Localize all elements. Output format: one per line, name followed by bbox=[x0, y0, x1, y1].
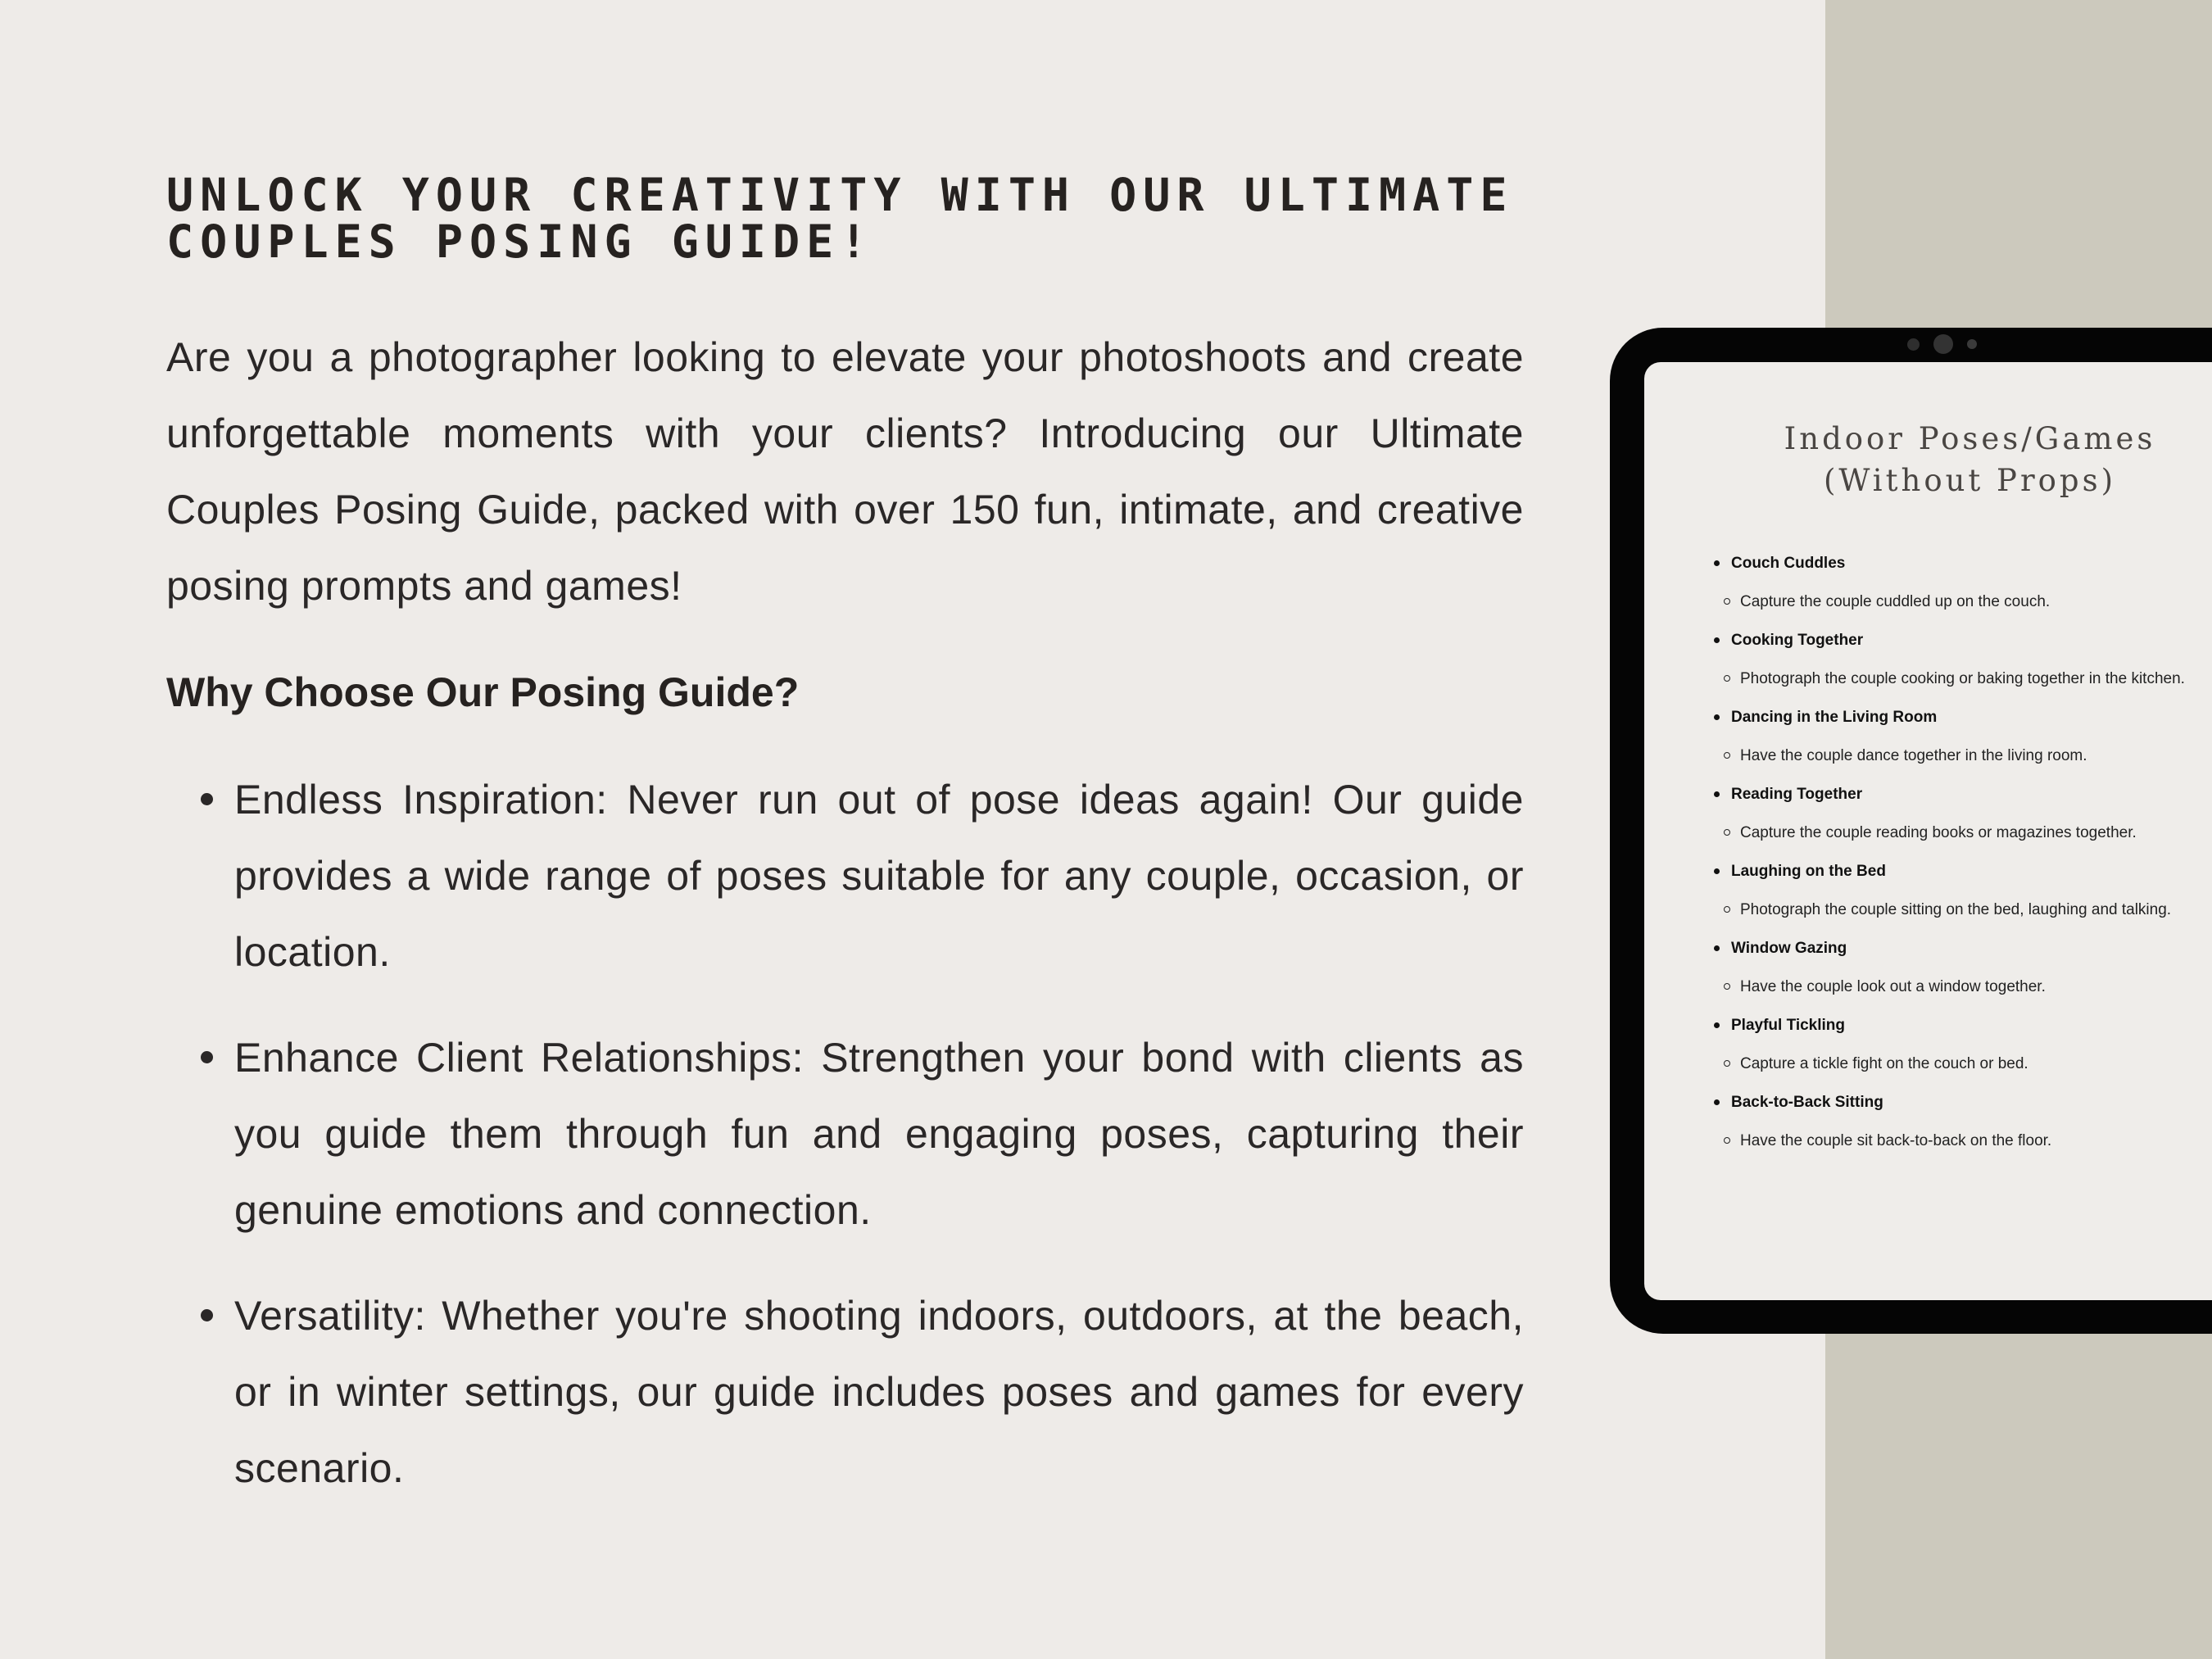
bullet-icon bbox=[1714, 868, 1720, 874]
bullet-icon bbox=[201, 1309, 213, 1321]
pose-item bbox=[1714, 544, 2212, 621]
benefit-item bbox=[166, 1278, 1524, 1507]
benefit-item bbox=[166, 762, 1524, 990]
benefit-text: Endless Inspiration: Never run out of pose ideas again! Our guide provides a wide range of poses suitable for any couple, occasion, or location. bbox=[234, 777, 1524, 975]
intro-paragraph: Are you a photographer looking to elevate your photoshoots and create unforgettable moments with your clients? Introducing our Ultimate Couples Posing Guide, packed with over 150 fun, intimate, and creative posing prompts and games! bbox=[166, 334, 1524, 609]
pose-title: Window Gazing bbox=[1731, 940, 1847, 957]
pose-description: Have the couple sit back-to-back on the floor. bbox=[1740, 1132, 2052, 1149]
pose-description: Capture a tickle fight on the couch or bed. bbox=[1740, 1055, 2028, 1072]
pose-item bbox=[1714, 621, 2212, 698]
pose-description: Have the couple look out a window together. bbox=[1740, 978, 2046, 995]
pose-item bbox=[1714, 852, 2212, 929]
sub-bullet-icon bbox=[1724, 752, 1730, 759]
sensor-icon bbox=[1907, 338, 1920, 351]
pose-title: Dancing in the Living Room bbox=[1731, 709, 1938, 726]
tablet-mockup bbox=[1610, 328, 2212, 1334]
tablet-screen bbox=[1644, 362, 2212, 1300]
pose-description: Capture the couple reading books or magazines together. bbox=[1740, 824, 2137, 841]
benefit-item bbox=[166, 1020, 1524, 1249]
sub-bullet-icon bbox=[1724, 906, 1730, 913]
sub-bullet-icon bbox=[1724, 675, 1730, 682]
pose-list bbox=[1714, 544, 2212, 1160]
pose-description: Photograph the couple sitting on the bed, laughing and talking. bbox=[1740, 901, 2172, 918]
pose-description: Capture the couple cuddled up on the couch. bbox=[1740, 593, 2051, 610]
benefit-text: Enhance Client Relationships: Strengthen your bond with clients as you guide them through fun and engaging poses, capturing their genuine emotions and connection. bbox=[234, 1035, 1524, 1233]
section-subheading: Why Choose Our Posing Guide? bbox=[166, 669, 800, 715]
sub-bullet-icon bbox=[1724, 1060, 1730, 1067]
sensor-icon bbox=[1967, 339, 1977, 349]
sub-bullet-icon bbox=[1724, 1137, 1730, 1144]
pose-item bbox=[1714, 929, 2212, 1006]
guide-page-title bbox=[1644, 418, 2212, 501]
pose-description: Photograph the couple cooking or baking together in the kitchen. bbox=[1740, 670, 2185, 687]
sub-bullet-icon bbox=[1724, 983, 1730, 990]
camera-icon bbox=[1933, 334, 1953, 354]
pose-description: Have the couple dance together in the living room. bbox=[1740, 747, 2087, 764]
sub-bullet-icon bbox=[1724, 829, 1730, 836]
page-headline: UNLOCK YOUR CREATIVITY WITH OUR ULTIMATE COUPLES POSING GUIDE! bbox=[166, 169, 1514, 268]
pose-title: Playful Tickling bbox=[1731, 1017, 1846, 1034]
pose-item bbox=[1714, 698, 2212, 775]
bullet-icon bbox=[1714, 714, 1720, 720]
guide-title-line2: (Without Props) bbox=[1823, 463, 2117, 498]
pose-title: Back-to-Back Sitting bbox=[1731, 1094, 1883, 1111]
bullet-icon bbox=[1714, 945, 1720, 951]
bullet-icon bbox=[1714, 560, 1720, 566]
pose-title: Laughing on the Bed bbox=[1731, 863, 1886, 880]
benefits-list bbox=[166, 762, 1524, 1536]
pose-title: Couch Cuddles bbox=[1731, 555, 1846, 572]
pose-item bbox=[1714, 1006, 2212, 1083]
bullet-icon bbox=[1714, 1099, 1720, 1105]
guide-title-line1: Indoor Poses/Games bbox=[1784, 421, 2156, 456]
bullet-icon bbox=[201, 1051, 213, 1063]
bullet-icon bbox=[1714, 791, 1720, 797]
bullet-icon bbox=[1714, 1022, 1720, 1028]
pose-item bbox=[1714, 1083, 2212, 1160]
bullet-icon bbox=[201, 793, 213, 805]
sub-bullet-icon bbox=[1724, 598, 1730, 605]
pose-item bbox=[1714, 775, 2212, 852]
pose-title: Cooking Together bbox=[1731, 632, 1864, 649]
pose-title: Reading Together bbox=[1731, 786, 1863, 803]
benefit-text: Versatility: Whether you're shooting indoors, outdoors, at the beach, or in winter settings, our guide includes poses and games for every scenario. bbox=[234, 1293, 1524, 1491]
bullet-icon bbox=[1714, 637, 1720, 643]
